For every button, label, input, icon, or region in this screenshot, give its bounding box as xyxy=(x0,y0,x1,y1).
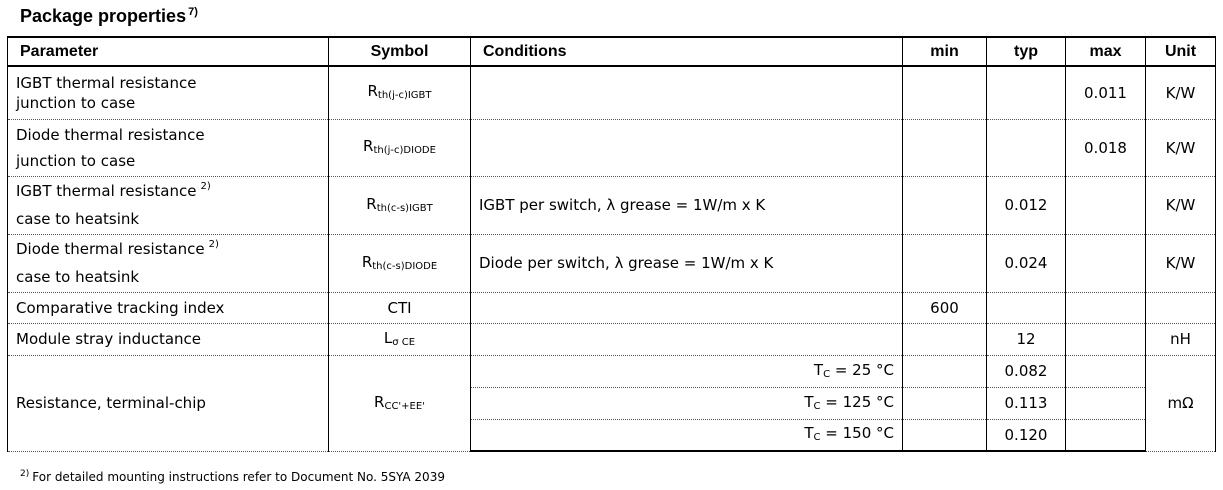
symbol-subscript: th(j-c)IGBT xyxy=(377,90,432,102)
footnote-ref: 2) xyxy=(200,181,211,192)
symbol-subscript: σ CE xyxy=(392,336,416,348)
tc-main: T xyxy=(804,424,814,443)
header-min: min xyxy=(903,37,987,66)
table-row xyxy=(8,323,1216,355)
tc-main: T xyxy=(813,360,824,379)
symbol-subscript: th(j-c)DIODE xyxy=(373,145,436,156)
unit-cell: mΩ xyxy=(1146,355,1216,451)
min-cell: 600 xyxy=(903,292,987,323)
typ-cell xyxy=(987,292,1066,323)
parameter-line1: Diode thermal resistance xyxy=(16,125,205,144)
symbol-main: R xyxy=(374,392,385,411)
typ-cell: 12 xyxy=(987,323,1066,355)
title-text: Package properties xyxy=(20,6,187,26)
conditions-cell: IGBT per switch, λ grease = 1W/m x K xyxy=(471,176,903,234)
table-row xyxy=(8,355,1216,387)
tc-main: T xyxy=(804,392,814,411)
footnote-ref: 2) xyxy=(208,239,219,250)
min-cell xyxy=(903,234,987,292)
parameter-line2: junction to case xyxy=(16,151,136,170)
typ-cell: 0.082 xyxy=(987,355,1066,387)
symbol-cell xyxy=(329,176,471,234)
conditions-cell xyxy=(471,292,903,323)
table-row xyxy=(8,234,1216,292)
symbol-main: R xyxy=(363,137,374,155)
table-row xyxy=(8,66,1216,119)
symbol-main: R xyxy=(367,82,378,101)
parameter-line2: case to heatsink xyxy=(16,210,140,228)
symbol-cell xyxy=(329,66,471,119)
parameter-cell: Comparative tracking index xyxy=(8,292,329,323)
symbol-subscript: th(c-s)DIODE xyxy=(372,260,438,272)
header-conditions: Conditions xyxy=(471,37,903,66)
symbol-subscript: th(c-s)IGBT xyxy=(376,202,433,214)
parameter-line1-wrap xyxy=(16,181,320,204)
min-cell xyxy=(903,419,987,451)
tc-value: = 150 °C xyxy=(825,424,894,443)
temperature-condition-cell xyxy=(471,355,903,387)
section-title xyxy=(20,6,198,27)
parameter-line1: Diode thermal resistance xyxy=(16,240,205,258)
table-row xyxy=(8,292,1216,323)
tc-subscript: C xyxy=(823,368,831,380)
typ-cell xyxy=(987,119,1066,176)
tc-subscript: C xyxy=(813,432,821,444)
typ-cell: 0.024 xyxy=(987,234,1066,292)
typ-cell: 0.113 xyxy=(987,387,1066,419)
parameter-line1: IGBT thermal resistance xyxy=(16,73,197,92)
unit-cell: K/W xyxy=(1146,66,1216,119)
parameter-line1-wrap xyxy=(16,239,320,262)
header-max: max xyxy=(1066,37,1146,66)
parameter-line2: junction to case xyxy=(16,93,136,112)
temperature-condition-cell xyxy=(471,419,903,451)
parameter-line1: IGBT thermal resistance xyxy=(16,182,197,200)
table-row xyxy=(8,176,1216,234)
max-cell xyxy=(1066,292,1146,323)
parameter-cell xyxy=(8,66,329,119)
min-cell xyxy=(903,66,987,119)
max-cell xyxy=(1066,387,1146,419)
table-header-row xyxy=(8,37,1216,66)
parameter-cell xyxy=(8,234,329,292)
min-cell xyxy=(903,355,987,387)
unit-cell: K/W xyxy=(1146,119,1216,176)
temperature-condition-cell xyxy=(471,387,903,419)
header-parameter: Parameter xyxy=(8,37,329,66)
typ-cell: 0.012 xyxy=(987,176,1066,234)
conditions-cell xyxy=(471,323,903,355)
unit-cell: nH xyxy=(1146,323,1216,355)
max-cell xyxy=(1066,234,1146,292)
typ-cell xyxy=(987,66,1066,119)
max-cell xyxy=(1066,176,1146,234)
parameter-cell xyxy=(8,176,329,234)
min-cell xyxy=(903,323,987,355)
parameter-line2: case to heatsink xyxy=(16,268,140,286)
max-cell xyxy=(1066,355,1146,387)
conditions-cell: Diode per switch, λ grease = 1W/m x K xyxy=(471,234,903,292)
tc-value: = 125 °C xyxy=(825,392,894,411)
symbol-main: R xyxy=(366,194,377,213)
tc-subscript: C xyxy=(813,400,821,412)
table-row xyxy=(8,119,1216,176)
conditions-cell xyxy=(471,119,903,176)
symbol-cell xyxy=(329,119,471,176)
max-cell: 0.011 xyxy=(1066,66,1146,119)
footnote xyxy=(20,470,445,484)
min-cell xyxy=(903,176,987,234)
unit-cell: K/W xyxy=(1146,234,1216,292)
symbol-main: L xyxy=(383,328,393,347)
symbol-cell: CTI xyxy=(329,292,471,323)
header-symbol: Symbol xyxy=(329,37,471,66)
parameter-cell xyxy=(8,119,329,176)
symbol-main: R xyxy=(361,252,373,271)
footnote-mark: 2) xyxy=(20,469,30,479)
max-cell xyxy=(1066,323,1146,355)
symbol-cell xyxy=(329,234,471,292)
header-unit: Unit xyxy=(1146,37,1216,66)
conditions-cell xyxy=(471,66,903,119)
header-typ: typ xyxy=(987,37,1066,66)
tc-value: = 25 °C xyxy=(834,360,894,379)
unit-cell: K/W xyxy=(1146,176,1216,234)
symbol-cell xyxy=(329,355,471,451)
unit-cell xyxy=(1146,292,1216,323)
min-cell xyxy=(903,119,987,176)
symbol-cell xyxy=(329,323,471,355)
title-footnote-mark: 7) xyxy=(188,6,198,18)
footnote-text: For detailed mounting instructions refer to Document No. 5SYA 2039 xyxy=(32,470,445,484)
max-cell: 0.018 xyxy=(1066,119,1146,176)
package-properties-table xyxy=(7,36,1216,452)
min-cell xyxy=(903,387,987,419)
parameter-cell: Module stray inductance xyxy=(8,323,329,355)
parameter-cell: Resistance, terminal-chip xyxy=(8,355,329,451)
max-cell xyxy=(1066,419,1146,451)
typ-cell: 0.120 xyxy=(987,419,1066,451)
symbol-subscript: CC'+EE' xyxy=(384,400,425,412)
